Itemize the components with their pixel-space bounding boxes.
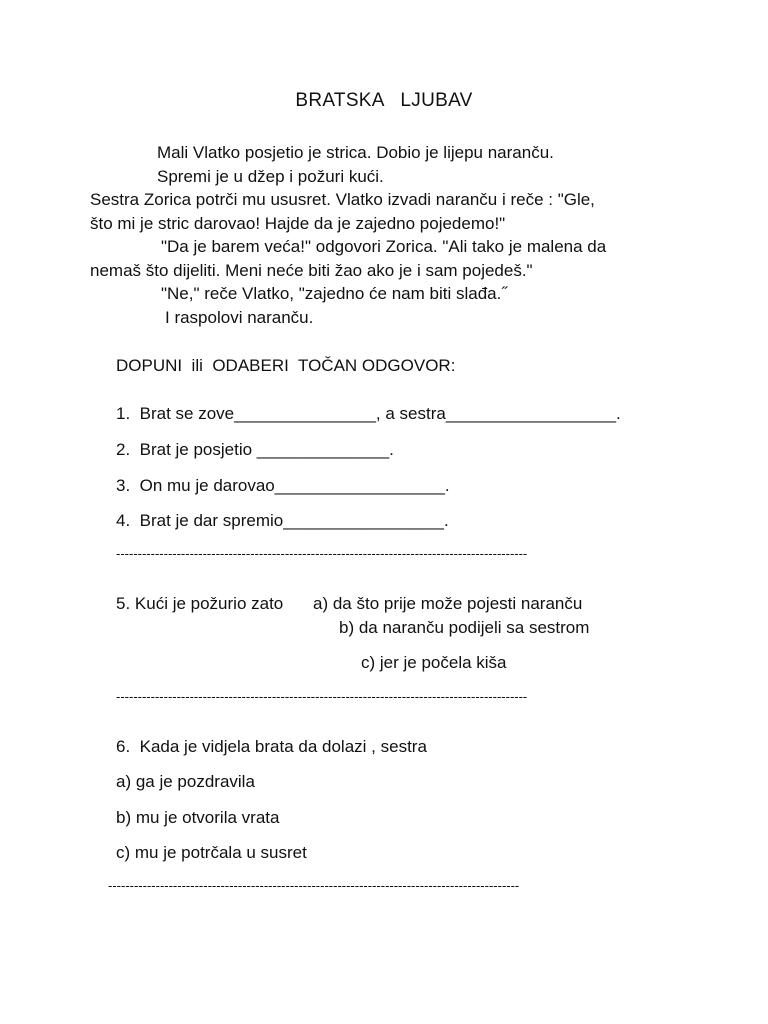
separator-line-3: ----------------------------------------------------------------------------------------------- — [108, 878, 520, 893]
question-6-option-a: a) ga je pozdravila — [116, 772, 255, 791]
question-6-option-b: b) mu je otvorila vrata — [116, 808, 280, 827]
question-4: 4. Brat je dar spremio_________________. — [116, 511, 449, 530]
story-line-1: Mali Vlatko posjetio je strica. Dobio je lijepu naranču. — [157, 143, 554, 162]
separator-line-2: ----------------------------------------------------------------------------------------------- — [116, 689, 528, 704]
question-3: 3. On mu je darovao__________________. — [116, 476, 450, 495]
story-line-8: I raspolovi naranču. — [165, 308, 314, 327]
question-5-option-b: b) da naranču podijeli sa sestrom — [339, 618, 590, 637]
page-title: BRATSKA LJUBAV — [295, 90, 473, 111]
story-line-4: što mi je stric darovao! Hajde da je zajedno pojedemo!" — [90, 214, 506, 233]
instructions-heading: DOPUNI ili ODABERI TOČAN ODGOVOR: — [116, 356, 456, 375]
story-line-6: nemaš što dijeliti. Meni neće biti žao ako je i sam pojedeš." — [90, 261, 533, 280]
story-line-3: Sestra Zorica potrči mu ususret. Vlatko izvadi naranču i reče : "Gle, — [90, 190, 595, 209]
story-line-2: Spremi je u džep i požuri kući. — [157, 167, 384, 186]
question-5-option-c: c) jer je počela kiša — [361, 653, 507, 672]
separator-line-1: ----------------------------------------------------------------------------------------------- — [116, 546, 528, 561]
question-5-option-a: a) da što prije može pojesti naranču — [313, 594, 583, 613]
question-2: 2. Brat je posjetio ______________. — [116, 440, 394, 459]
story-line-5: "Da je barem veća!" odgovori Zorica. "Ali tako je malena da — [161, 237, 607, 256]
question-5-stem: 5. Kući je požurio zato — [116, 594, 284, 613]
question-6-option-c: c) mu je potrčala u susret — [116, 843, 307, 862]
story-line-7: "Ne," reče Vlatko, "zajedno će nam biti slađa.˝ — [161, 284, 507, 303]
question-6-stem: 6. Kada je vidjela brata da dolazi , sestra — [116, 737, 427, 756]
question-1: 1. Brat se zove_______________, a sestra__________________. — [116, 404, 621, 423]
